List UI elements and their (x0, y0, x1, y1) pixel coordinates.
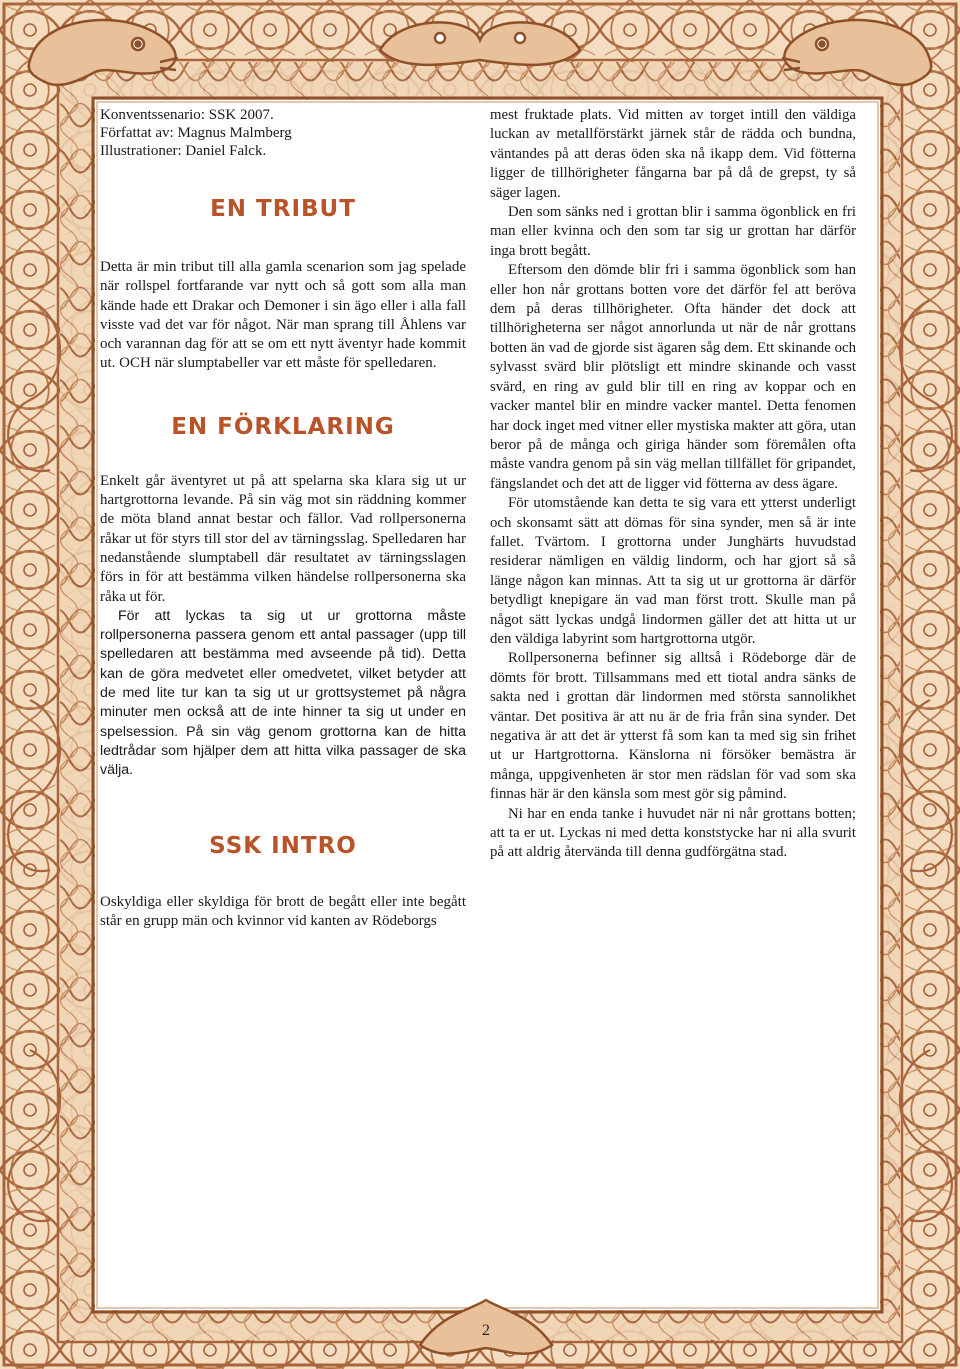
credits-block (100, 106, 466, 160)
left-column (100, 106, 466, 931)
credits-author: Författat av: Magnus Malmberg (100, 125, 292, 141)
credits-illustrations: Illustrationer: Daniel Falck. (100, 143, 267, 159)
right-paragraph-6: Ni har en enda tanke i huvudet när ni når grottans botten; att ta er ut. Lyckas ni med detta konststycke har ni alla svurit på att aldrig återvända till denna gudförgätna stad. (490, 805, 856, 861)
right-column (490, 106, 856, 863)
forklaring-paragraph-1: Enkelt går äventyret ut på att spelarna ska klara sig ut ur hartgrottorna levande. På sin väg mot sin räddning kommer de möta bland annat bestar och fällor. Vad rollpersonerna råkar ut för styrs till stor del av tärningsslag. Spelledaren har nedanstående slumptabell där resultatet av tärningsslagen förs in för att bestämma vilken händelse rollpersonerna ska råka ut för. (100, 472, 466, 605)
intro-paragraph: Oskyldiga eller skyldiga för brott de begått eller inte begått står en grupp män och kvinnor vid kanten av Rödeborgs (100, 893, 466, 929)
heading-forklaring: EN FÖRKLARING (171, 413, 395, 440)
forklaring-paragraph-2: För att lyckas ta sig ut ur grottorna måste rollpersonerna passera genom ett antal passager (upp till spelledaren att bestämma med avseende på tid). Detta kan de göra medvetet eller omedvetet, vilket betyder att de med lite tur kan ta sig ut ur grottsystemet på några minuter men också att de inte hinner ta sig ut under en spelsession. På sin väg genom grottorna kan de hitta ledtrådar som hjälper dem att hitta vilka passager de ska välja. (100, 607, 466, 779)
credits-scenario: Konventssenario: SSK 2007. (100, 107, 274, 123)
tribut-paragraph: Detta är min tribut till alla gamla scenarion som jag spelade när rollspel fortfarande var nytt och så gott som alla man kände hade ett Drakar och Demoner i sin ägo eller i alla fall visste vad det var för något. När man sprang till Åhlens var och varannan dag för att se om ett nytt äventyr hade kommit ut. OCH när slumptabeller var ett måste för spelledaren. (100, 259, 466, 372)
heading-tribut: EN TRIBUT (210, 196, 356, 222)
right-paragraph-4: För utomstående kan detta te sig vara ett ytterst underligt och skonsamt sätt att dömas för sina synder, men så är inte fallet. Tvärtom. I grottorna under Junghärts huvudstad residerar nämligen en väldig lindorm, och har gjort så så länge någon kan minnas. Att ta sig ut ur grottorna är därför betydligt knepigare än vad man först trott. Skulle man på något sätt lyckas undgå lindormen gäller det att hitta ut ur den väldiga labyrint som hartgrottorna utgör. (490, 495, 856, 647)
right-paragraph-1: mest fruktade plats. Vid mitten av torget intill den väldiga luckan av metallförstärkt järnek står de rädda och bundna, väntandes på att deras öden ska nå ikapp dem. Vid fötterna ligger de tillhörigheter fångarna bar på då de grepst, ty så säger lagen. (490, 107, 856, 201)
right-paragraph-3: Eftersom den dömde blir fri i samma ögonblick som han eller hon når grottans botten vore det därför fel att beröva dem på deras tillhörigheter. Ofta händer det dock att tillhörigheterna ser något annorlunda ut när de når grottans botten än vad de gjorde sist ägaren såg dem. Ett skinande och sylvasst svärd blir plötsligt ett mindre skinande och vasst svärd, en ring av guld blir till en ring av koppar och en vacker mantel blir en mindre vacker mantel. Detta fenomen har dock inget med vitner eller mystiska makter att göra, utan beror på de många och giriga händer som föremålen ofta måste vandra genom på sin väg mellan tillfället för gripandet, fängslandet och det att de ligger vid fötterna av dess ägare. (490, 262, 856, 492)
right-paragraph-2: Den som sänks ned i grottan blir i samma ögonblick en fri man eller kvinna och den som tar sig ur grottan har därför inga brott begått. (490, 204, 856, 259)
heading-ssk-intro: SSK INTRO (209, 832, 357, 859)
page-number: 2 (482, 1322, 490, 1339)
page-content (100, 106, 870, 1306)
right-paragraph-5: Rollpersonerna befinner sig alltså i Rödeborge där de dömts för brott. Tillsammans med ett tiotal andra sänks de sakta ned i grottan där lindormen med största sannolikhet väntar. Det positiva är att nu är de fria från sina synder. Det negativa är att det är ytterst få som kan ta med sig sin frihet ut ur Hartgrottorna. Känslorna ni försöker bemästra är många, uppgivenheten är stor men rädslan för vad som ska finnas här är den känsla som mest gör sig påmind. (490, 650, 856, 803)
